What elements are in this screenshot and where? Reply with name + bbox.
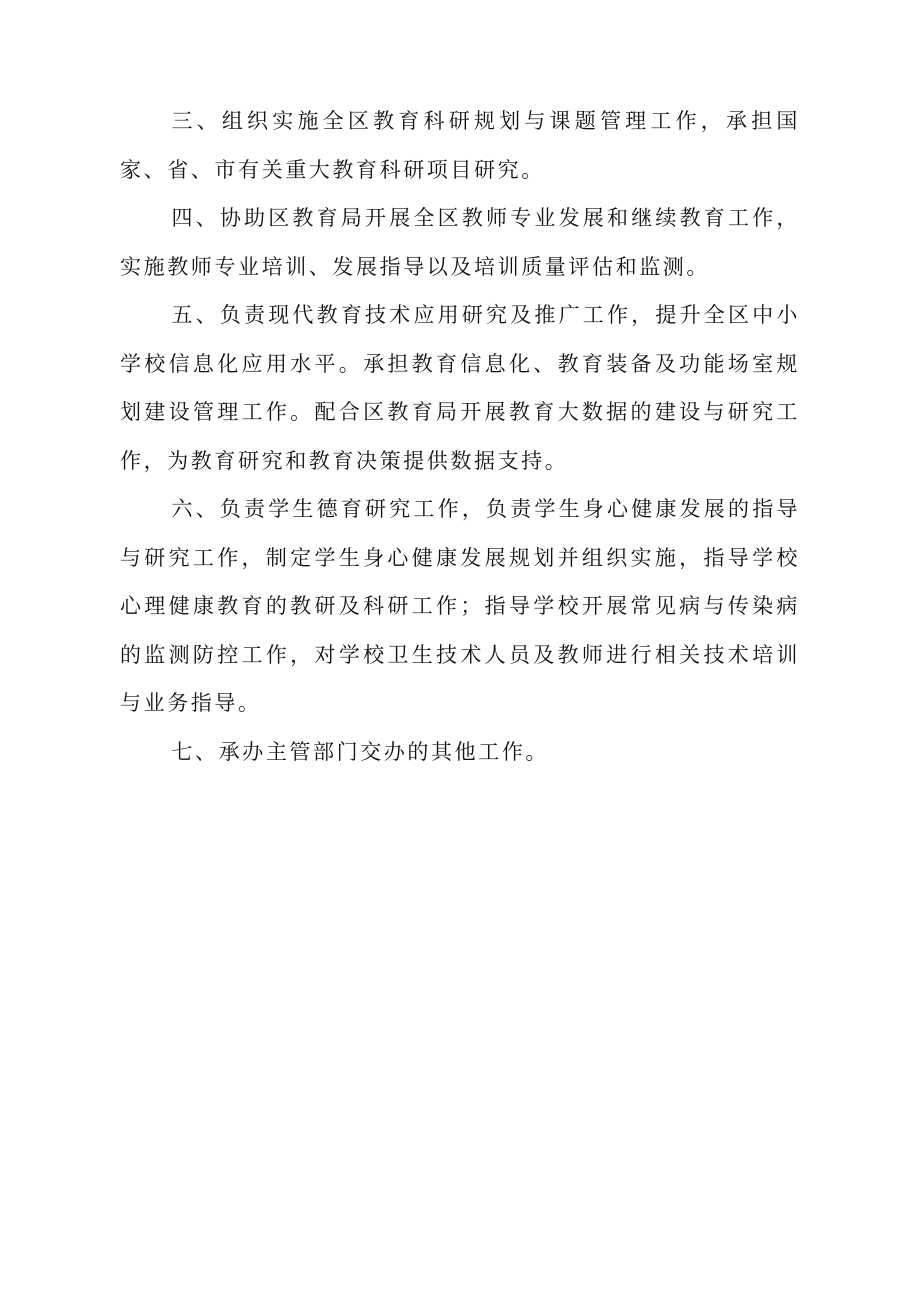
paragraph-item-6: 六、负责学生德育研究工作，负责学生身心健康发展的指导与研究工作，制定学生身心健康发展规划并组织实施，指导学校心理健康教育的教研及科研工作；指导学校开展常见病与传染病的监测防控工作，对学校卫生技术人员及教师进行相关技术培训与业务指导。 [120,497,800,715]
paragraph-item-7: 七、承办主管部门交办的其他工作。 [171,739,550,764]
document-body [120,97,800,776]
paragraph-item-5: 五、负责现代教育技术应用研究及推广工作，提升全区中小学校信息化应用水平。承担教育信息化、教育装备及功能场室规划建设管理工作。配合区教育局开展教育大数据的建设与研究工作，为教育研究和教育决策提供数据支持。 [120,303,800,473]
paragraph-item-3: 三、组织实施全区教育科研规划与课题管理工作，承担国家、省、市有关重大教育科研项目研究。 [120,109,800,182]
paragraph-item-4: 四、协助区教育局开展全区教师专业发展和继续教育工作，实施教师专业培训、发展指导以及培训质量评估和监测。 [120,206,800,279]
